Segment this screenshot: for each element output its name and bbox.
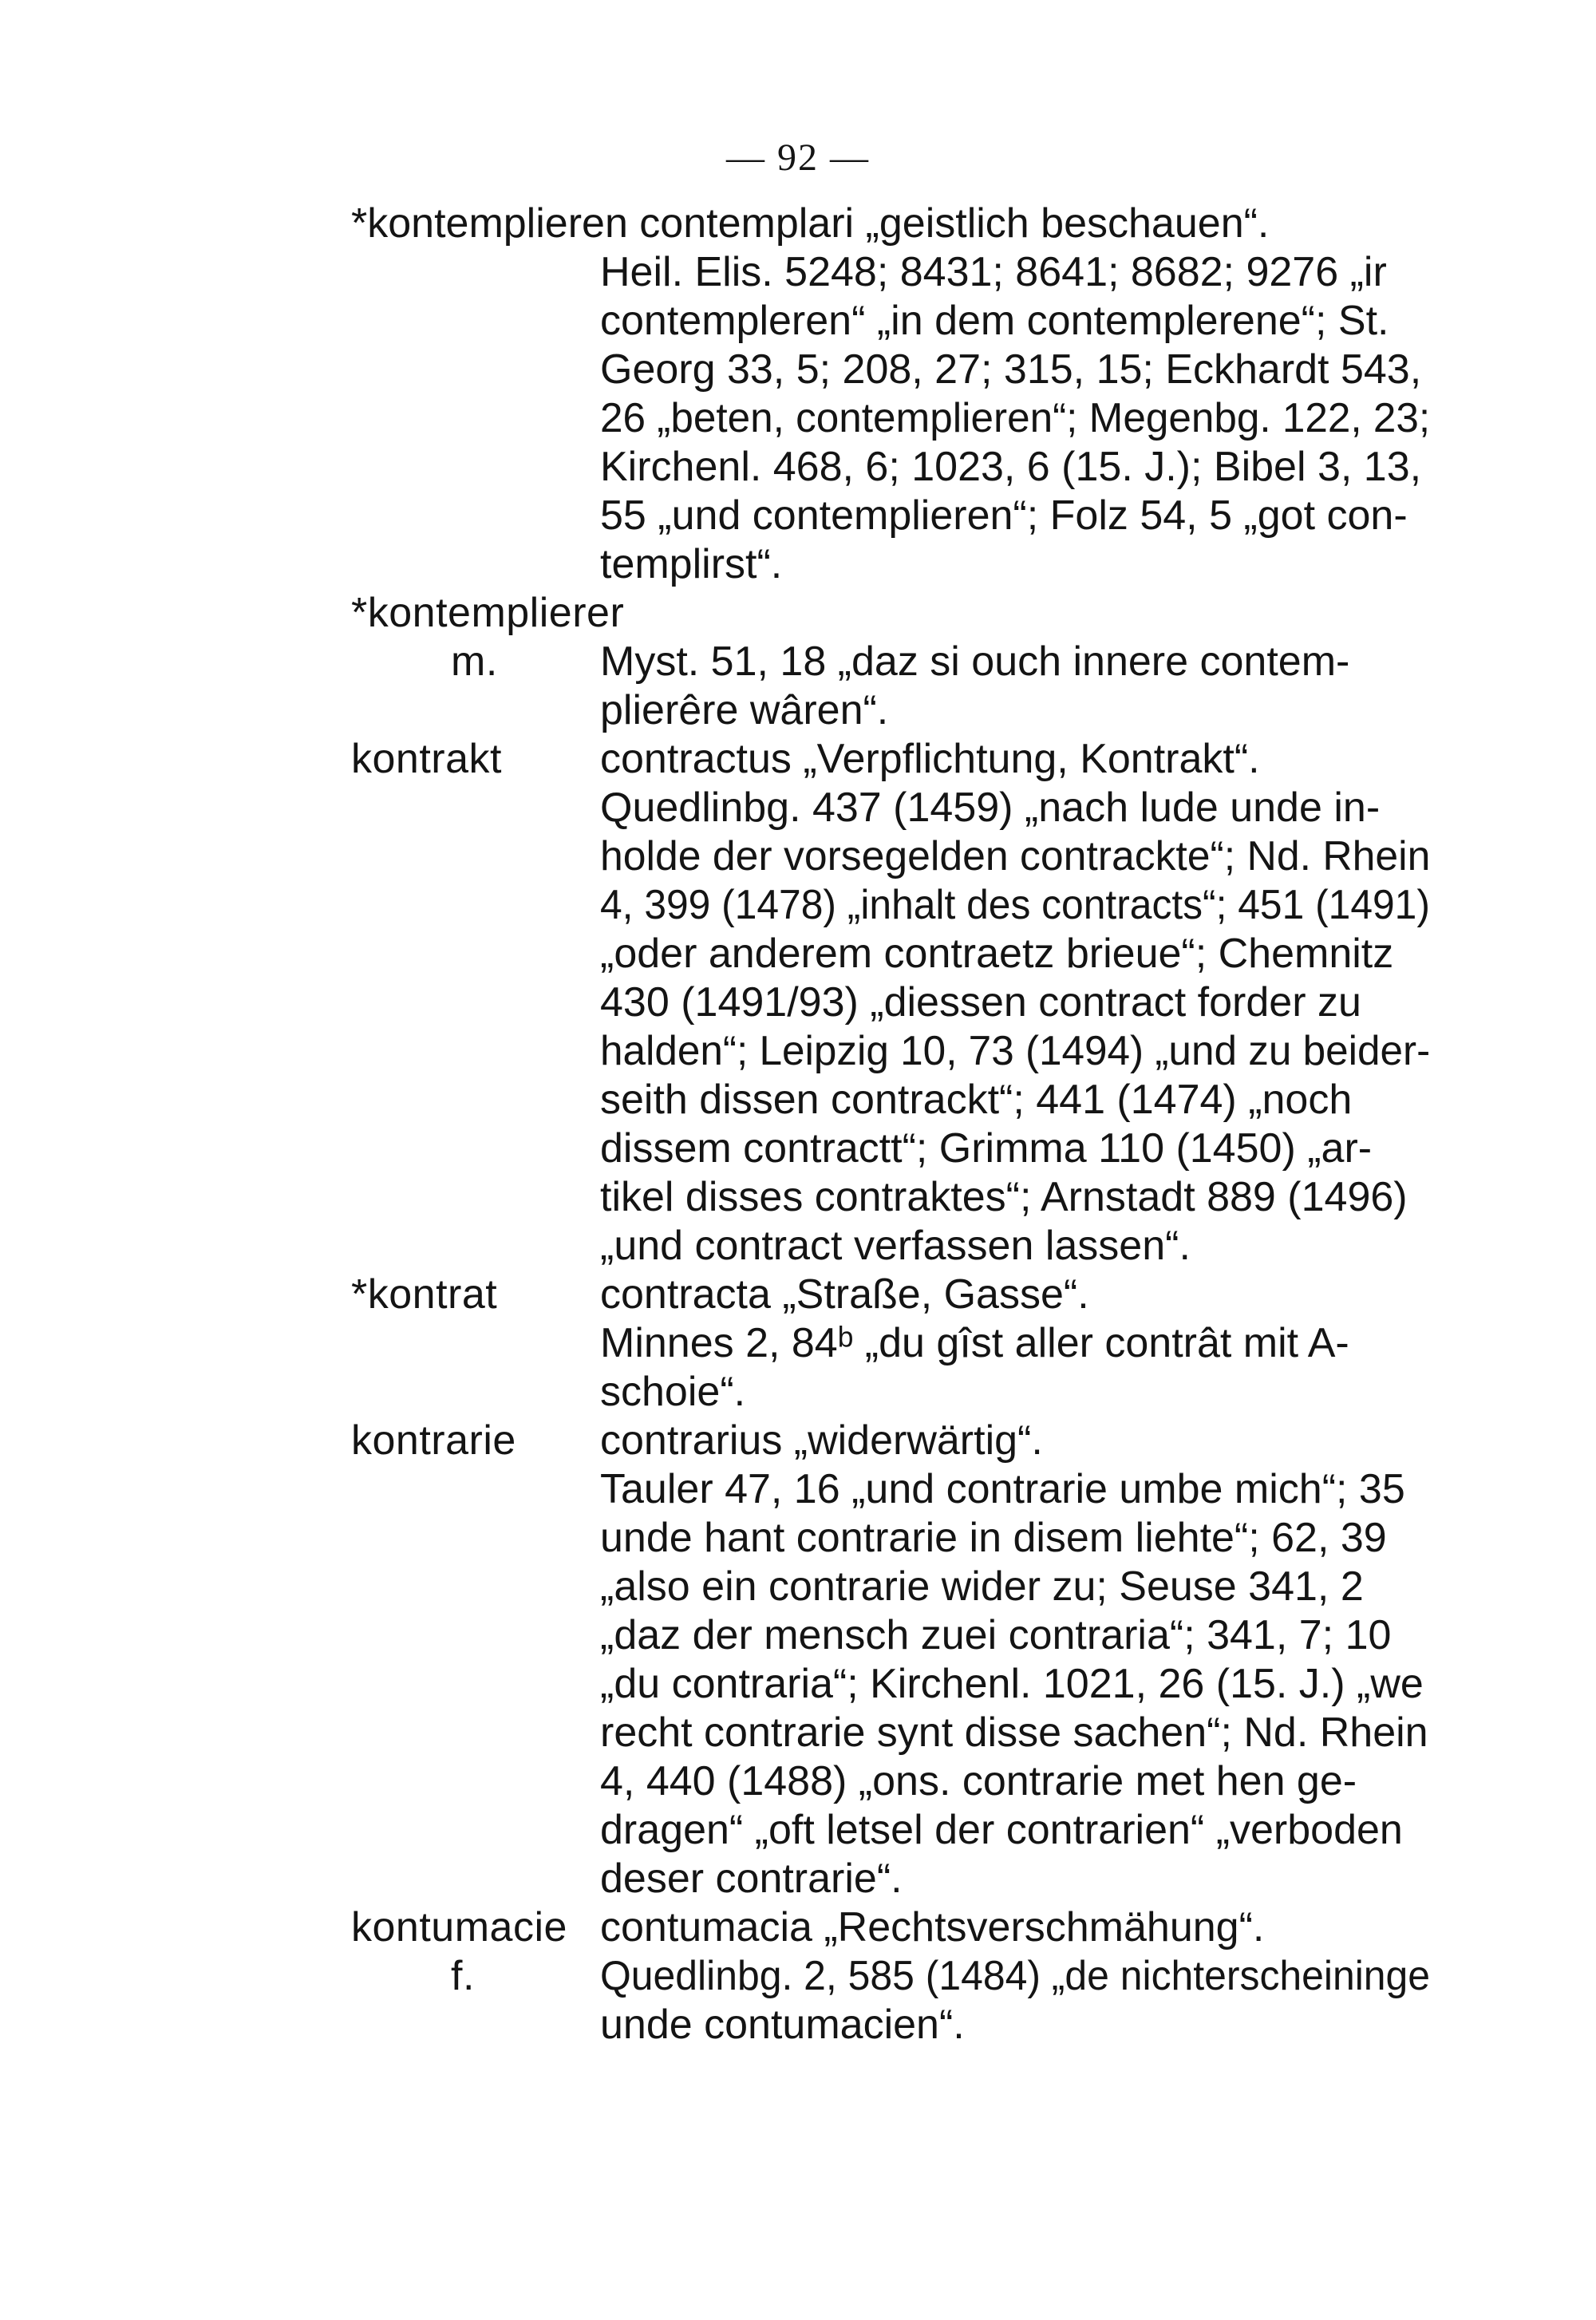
entry-text: templirst“. xyxy=(600,541,783,587)
entry-text: „und contract verfassen lassen“. xyxy=(600,1223,1191,1269)
entry-text: deser contrarie“. xyxy=(600,1856,903,1902)
dictionary-entry xyxy=(0,589,1596,735)
entry-line xyxy=(0,540,1596,589)
entry-text: unde hant contrarie in disem liehte“; 62, 39 xyxy=(600,1515,1387,1561)
entry-line xyxy=(0,1757,1596,1806)
entry-line xyxy=(0,686,1596,735)
entry-line xyxy=(0,832,1596,881)
entry-text: Quedlinbg. 437 (1459) „nach lude unde in- xyxy=(600,785,1381,831)
entry-line xyxy=(0,1368,1596,1417)
entry-line xyxy=(0,1271,1596,1319)
entry-line xyxy=(0,200,1596,248)
entry-text: contrarius „widerwärtig“. xyxy=(600,1417,1043,1464)
entry-line xyxy=(0,978,1596,1027)
entry-text: contumacia „Rechtsverschmähung“. xyxy=(600,1904,1265,1950)
entry-text: Georg 33, 5; 208, 27; 315, 15; Eckhardt 543, xyxy=(600,346,1422,393)
entry-line xyxy=(0,638,1596,686)
page-number: — 92 — xyxy=(726,136,870,179)
entry-line xyxy=(0,1806,1596,1855)
entry-line xyxy=(0,930,1596,978)
entry-line xyxy=(0,1514,1596,1563)
entry-line xyxy=(0,589,1596,638)
entry-line xyxy=(0,1173,1596,1222)
entry-text: Kirchenl. 468, 6; 1023, 6 (15. J.); Bibel 3, 13, xyxy=(600,444,1422,490)
entry-line xyxy=(0,1709,1596,1757)
entry-line xyxy=(0,784,1596,832)
entry-headword: *kontrat xyxy=(351,1271,498,1318)
entry-text: contempleren“ „in dem contemplerene“; St. xyxy=(600,298,1389,344)
entry-line xyxy=(0,297,1596,346)
entry-text: 26 „beten, contemplieren“; Megenbg. 122, 23; xyxy=(600,395,1431,441)
entry-line xyxy=(0,1076,1596,1124)
dictionary-entries xyxy=(0,200,1596,2049)
entry-line xyxy=(0,1417,1596,1465)
entry-text: Minnes 2, 84ᵇ „du gîst aller contrât mit A- xyxy=(600,1320,1349,1366)
entry-line xyxy=(0,346,1596,394)
entry-line xyxy=(0,881,1596,930)
entry-text: *kontemplieren contemplari „geistlich beschauen“. xyxy=(351,200,1270,247)
entry-line xyxy=(0,394,1596,443)
entry-line xyxy=(0,492,1596,540)
entry-text: „also ein contrarie wider zu; Seuse 341, 2 xyxy=(600,1563,1364,1610)
entry-headword: *kontemplierer xyxy=(351,590,625,636)
entry-gender: m. xyxy=(451,638,498,685)
entry-line xyxy=(0,1465,1596,1514)
entry-line xyxy=(0,2001,1596,2049)
entry-line xyxy=(0,1222,1596,1271)
entry-text: „daz der mensch zuei contraria“; 341, 7; 10 xyxy=(600,1612,1392,1658)
entry-text: 4, 399 (1478) „inhalt des contracts“; 451 (1491) xyxy=(600,882,1430,928)
entry-text: dragen“ „oft letsel der contrarien“ „verboden xyxy=(600,1807,1403,1853)
entry-text: plierêre wâren“. xyxy=(600,687,889,733)
entry-line xyxy=(0,1903,1596,1952)
entry-text: schoie“. xyxy=(600,1369,746,1415)
dictionary-entry xyxy=(0,1271,1596,1417)
entry-headword: kontumacie xyxy=(351,1904,567,1950)
entry-line xyxy=(0,1855,1596,1903)
entry-text: recht contrarie synt disse sachen“; Nd. Rhein xyxy=(600,1709,1428,1756)
entry-text: „oder anderem contraetz brieue“; Chemnitz xyxy=(600,931,1394,977)
entry-text: unde contumacien“. xyxy=(600,2002,965,2048)
entry-line xyxy=(0,1611,1596,1660)
entry-line xyxy=(0,1660,1596,1709)
entry-line xyxy=(0,1563,1596,1611)
dictionary-entry xyxy=(0,1417,1596,1903)
dictionary-entry xyxy=(0,200,1596,589)
entry-text: 430 (1491/93) „diessen contract forder zu xyxy=(600,979,1361,1026)
entry-headword: kontrarie xyxy=(351,1417,516,1464)
entry-line xyxy=(0,248,1596,297)
entry-text: 4, 440 (1488) „ons. contrarie met hen ge- xyxy=(600,1758,1357,1804)
entry-text: Tauler 47, 16 „und contrarie umbe mich“; 35 xyxy=(600,1466,1405,1512)
entry-line xyxy=(0,1027,1596,1076)
entry-gender: f. xyxy=(451,1953,475,1999)
entry-text: contractus „Verpflichtung, Kontrakt“. xyxy=(600,736,1260,782)
entry-text: 55 „und contemplieren“; Folz 54, 5 „got con- xyxy=(600,492,1408,539)
entry-line xyxy=(0,1319,1596,1368)
entry-line xyxy=(0,1952,1596,2001)
entry-text: Quedlinbg. 2, 585 (1484) „de nichterscheininge xyxy=(600,1953,1431,1999)
entry-text: holde der vorsegelden contrackte“; Nd. Rhein xyxy=(600,833,1431,879)
entry-text: contracta „Straße, Gasse“. xyxy=(600,1271,1089,1318)
dictionary-entry xyxy=(0,1903,1596,2049)
entry-headword: kontrakt xyxy=(351,736,502,782)
dictionary-entry xyxy=(0,735,1596,1271)
entry-text: tikel disses contraktes“; Arnstadt 889 (1496) xyxy=(600,1174,1408,1220)
entry-text: „du contraria“; Kirchenl. 1021, 26 (15. J.) „we xyxy=(600,1661,1424,1707)
entry-text: Heil. Elis. 5248; 8431; 8641; 8682; 9276 „ir xyxy=(600,249,1387,295)
entry-line xyxy=(0,443,1596,492)
entry-text: dissem contractt“; Grimma 110 (1450) „ar- xyxy=(600,1125,1373,1172)
entry-text: halden“; Leipzig 10, 73 (1494) „und zu beider- xyxy=(600,1028,1431,1074)
entry-line xyxy=(0,1124,1596,1173)
entry-line xyxy=(0,735,1596,784)
entry-text: seith dissen contrackt“; 441 (1474) „noch xyxy=(600,1077,1353,1123)
entry-text: Myst. 51, 18 „daz si ouch innere contem- xyxy=(600,638,1350,685)
